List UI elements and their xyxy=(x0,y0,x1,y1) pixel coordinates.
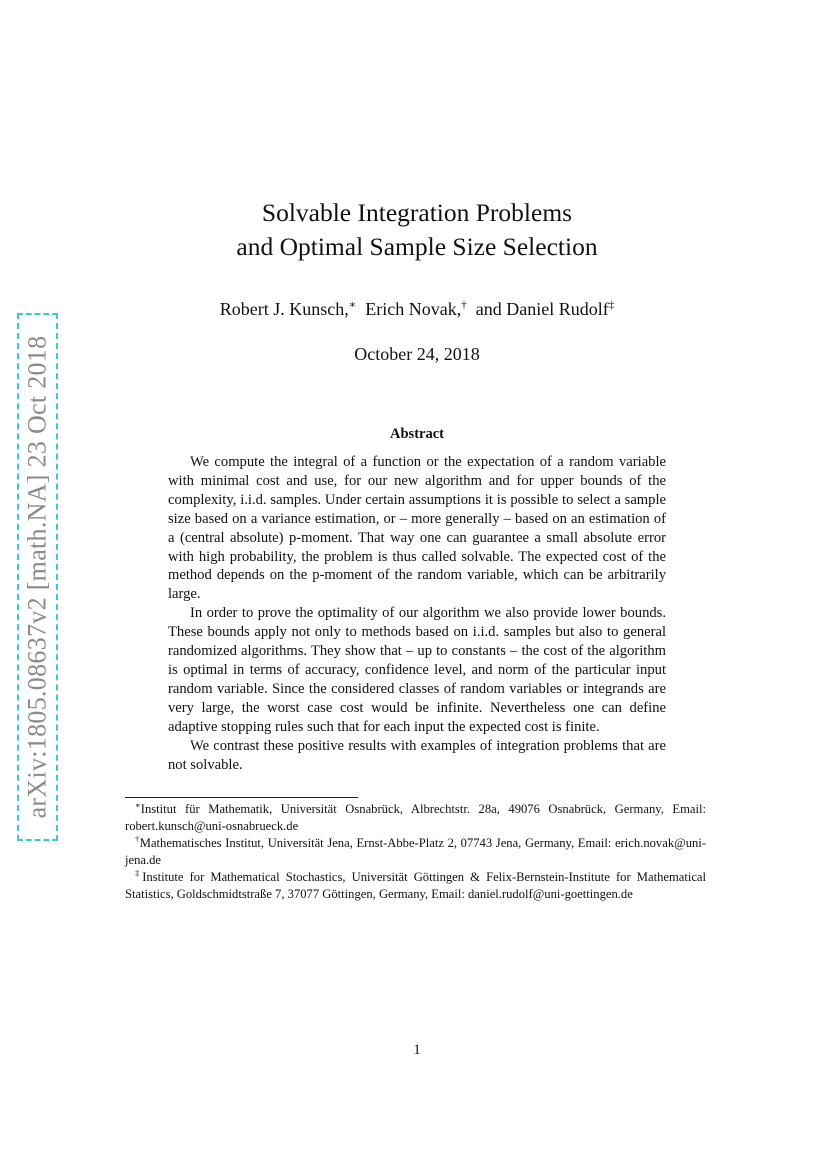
author-name: and Daniel Rudolf xyxy=(475,299,609,319)
footnote xyxy=(125,835,706,869)
footnote xyxy=(125,801,706,835)
abstract-paragraph: In order to prove the optimality of our algorithm we also provide lower bounds. These bounds apply not only to methods based on i.i.d. samples but also to general randomized algorithms. They show that – up to constants – the cost of the algorithm is optimal in terms of accuracy, confidence level, and norm of the particular input random variable. Since the considered classes of random variables or integrands are very large, the worst case cost would be infinite. Nevertheless one can define adaptive stopping rules such that for each input the expected cost is finite. xyxy=(168,605,666,735)
arxiv-stamp xyxy=(17,313,58,841)
footnote-mark: ‡ xyxy=(135,868,143,878)
arxiv-identifier: arXiv:1805.08637v2 [math.NA] 23 Oct 2018 xyxy=(22,335,52,819)
paper-date: October 24, 2018 xyxy=(354,344,480,364)
author-footnote-mark: ∗ xyxy=(348,299,357,311)
abstract-paragraph: We contrast these positive results with examples of integration problems that are not solvable. xyxy=(168,737,666,773)
page-number: 1 xyxy=(413,1042,421,1058)
abstract-heading: Abstract xyxy=(390,426,444,442)
footnote-mark: ∗ xyxy=(135,800,141,810)
author-name: Erich Novak, xyxy=(365,299,462,319)
footnote xyxy=(125,869,706,903)
footnote-mark: † xyxy=(135,834,140,844)
footnote-text: Mathematisches Institut, Universität Jena, Ernst-Abbe-Platz 2, 07743 Jena, Germany, Email: erich.novak@uni-jena.de xyxy=(125,836,706,867)
title-line-2: and Optimal Sample Size Selection xyxy=(236,232,598,261)
title-line-1: Solvable Integration Problems xyxy=(261,198,573,227)
author-list xyxy=(120,296,714,322)
author-name: Robert J. Kunsch, xyxy=(219,299,349,319)
author-footnote-mark: † xyxy=(461,299,467,311)
abstract-paragraph: We compute the integral of a function or the expectation of a random variable with minimal cost and use, for our new algorithm and for upper bounds of the complexity, i.i.d. samples. Under certain assumptions it is possible to select a sample size based on a variance estimation, or – more generally – based on an estimation of a (central absolute) p-moment. That way one can guarantee a small absolute error with high probability, the problem is thus called solvable. The expected cost of the method depends on the p-moment of the random variable, which can be arbitrarily large. xyxy=(168,454,666,603)
footnote-text: Institut für Mathematik, Universität Osnabrück, Albrechtstr. 28a, 49076 Osnabrück, Germany, Email: robert.kunsch@uni-osnabrueck.de xyxy=(125,802,706,833)
abstract-body xyxy=(168,453,666,774)
footnote-text: Institute for Mathematical Stochastics, Universität Göttingen & Felix-Bernstein-Institute for Mathematical Statistics, Goldschmidtstraße 7, 37077 Göttingen, Germany, Email: daniel.rudolf@uni-goettingen.de xyxy=(125,870,707,901)
author-footnote-mark: ‡ xyxy=(608,299,615,311)
footnote-divider xyxy=(125,797,358,798)
footnotes xyxy=(125,801,706,903)
paper-title xyxy=(120,196,714,264)
